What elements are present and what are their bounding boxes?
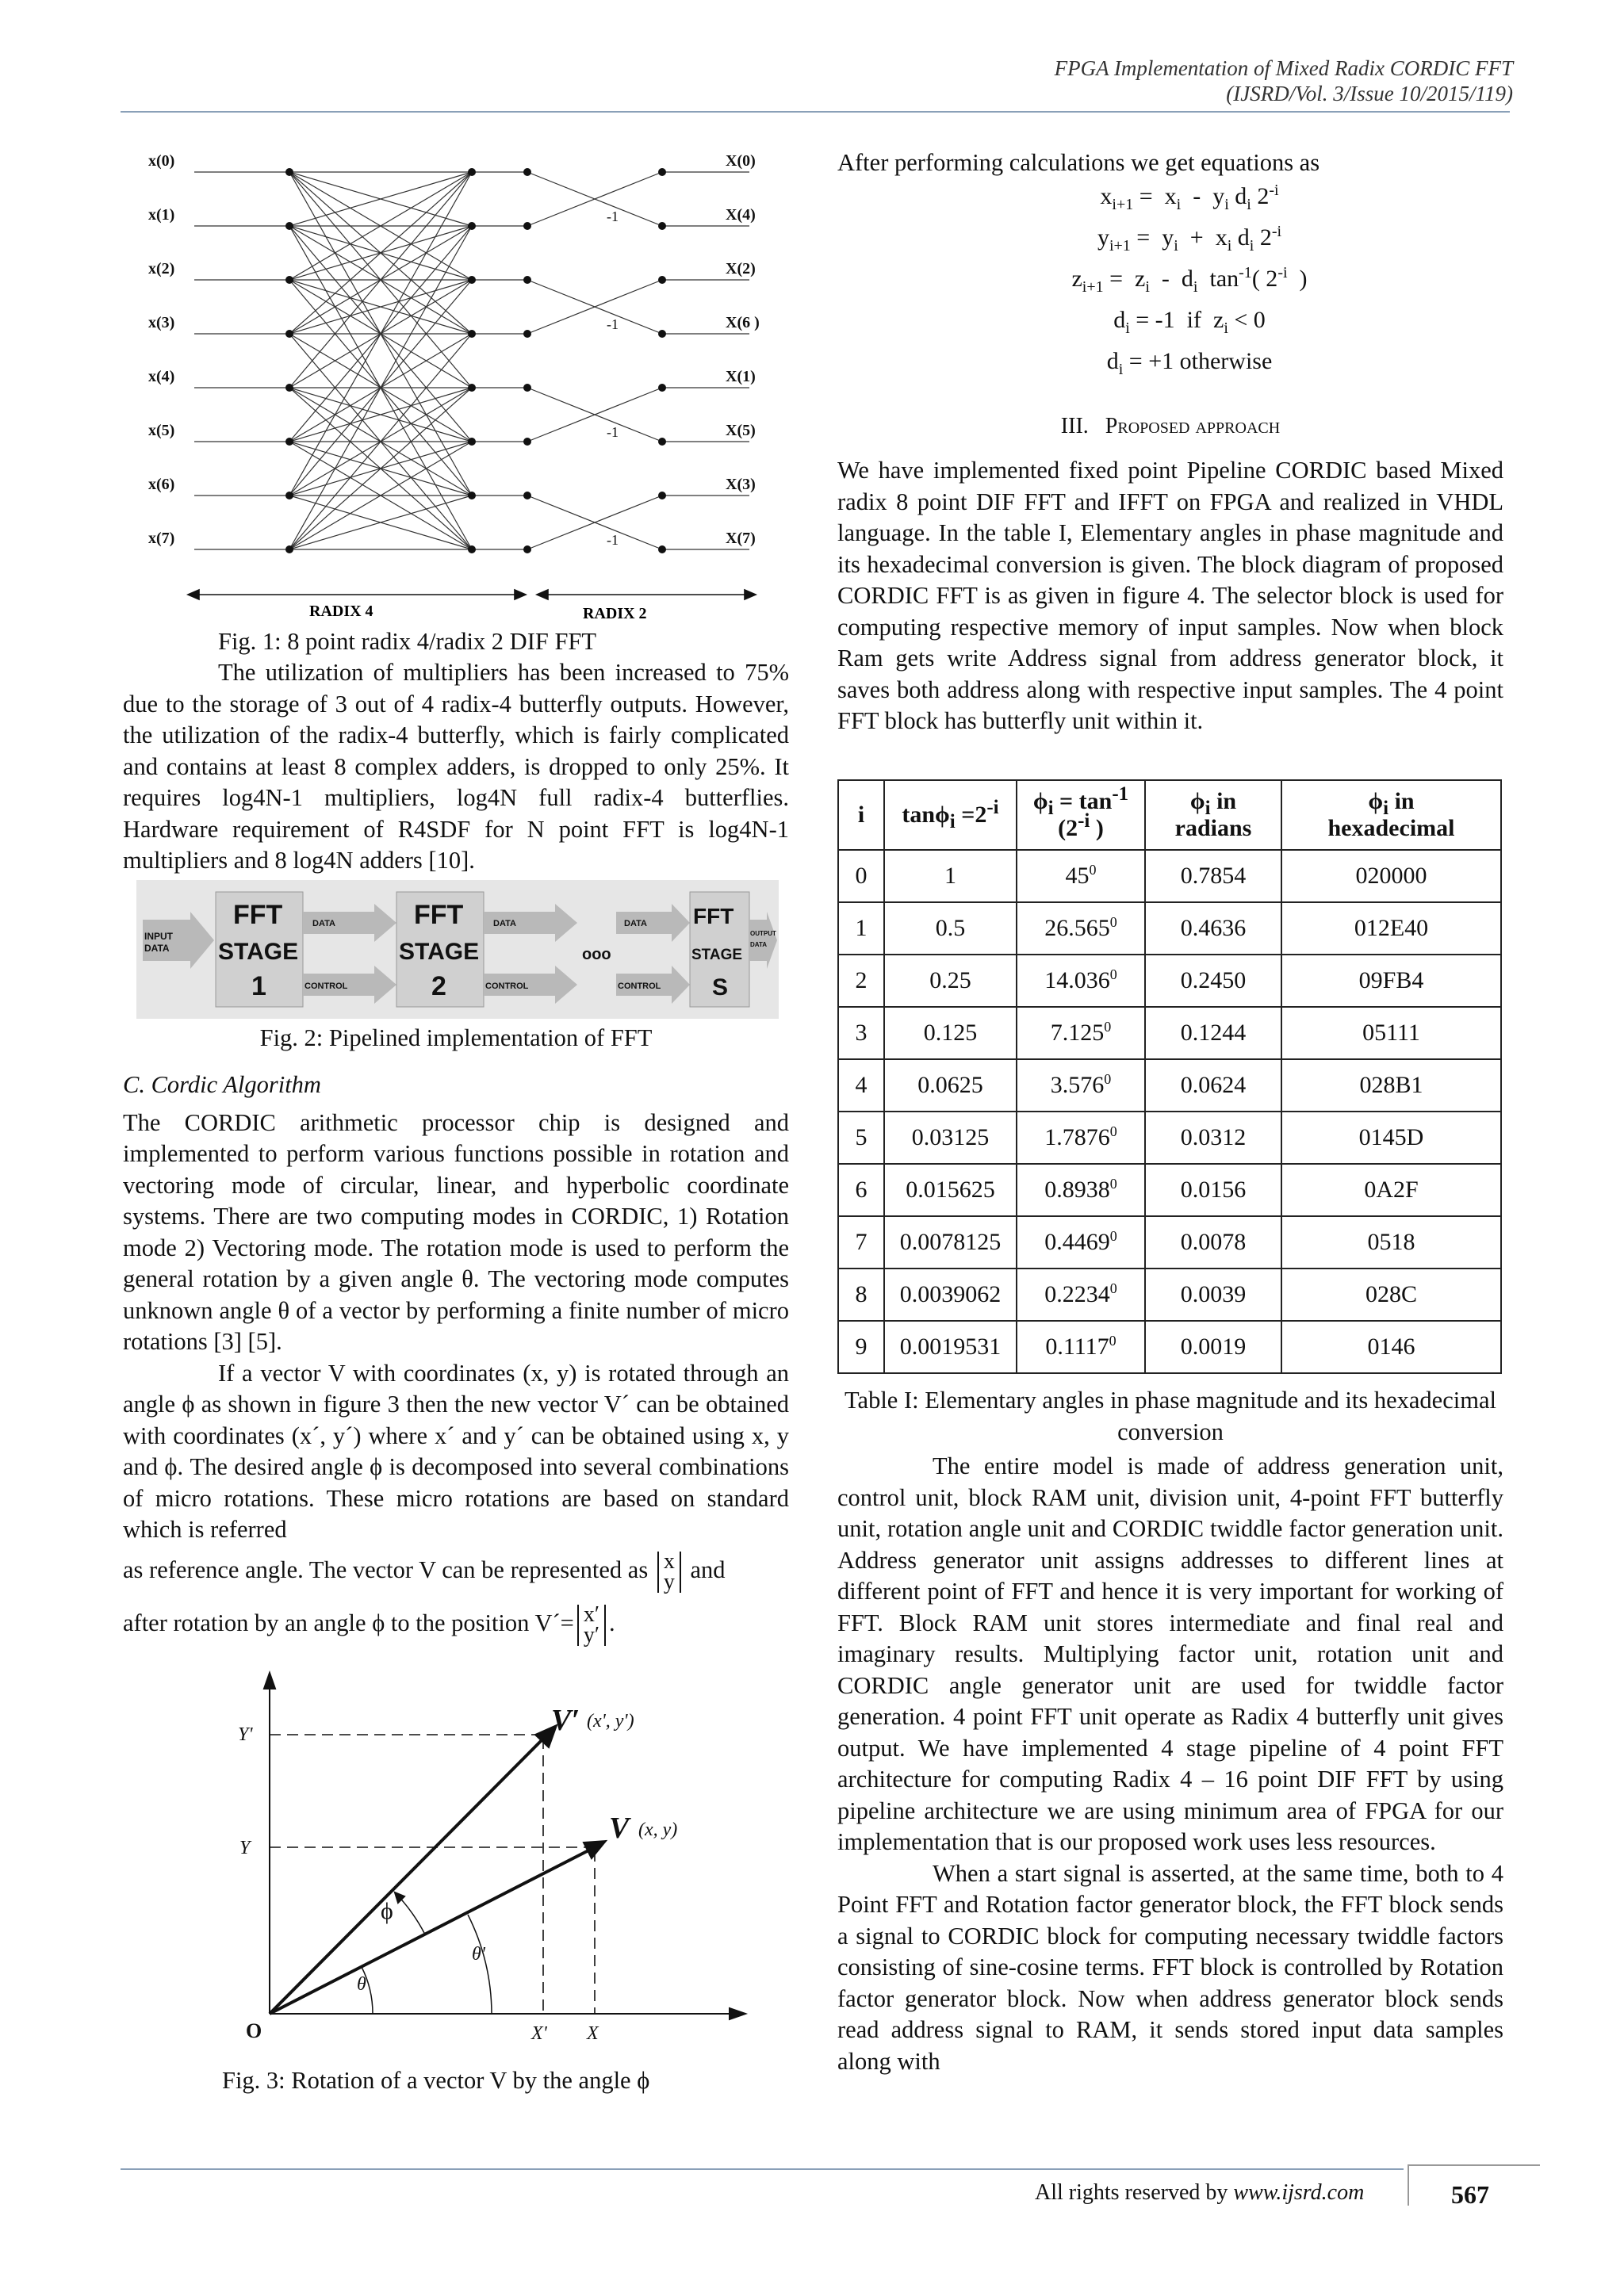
table-cell: 0.0156 [1145,1164,1281,1216]
equation-x: $x_{i+1} = x_i - y_i$ $d_i$ $2^{-i}$ [1100,182,1279,213]
header-journal: (IJSRD/Vol. 3/Issue 10/2015/119) [1226,82,1513,105]
input-label: x(6) [148,476,175,493]
table-cell: $45^0$ [1017,850,1145,902]
butterfly-node [658,276,666,284]
header-title: FPGA Implementation of Mixed Radix CORDIC FFT [1054,56,1513,80]
table-cell: 0.4636 [1145,902,1281,955]
butterfly-node [468,222,476,230]
table-row [838,1216,1501,1269]
butterfly-node [658,492,666,499]
table-cell: 26.565$^0$ [1017,902,1145,955]
theta-prime-label: θ' [472,1944,485,1965]
butterfly-node [658,438,666,446]
table-cell: 0 [838,850,884,902]
table-cell: 0146 [1281,1321,1501,1373]
svg-text:CONTROL: CONTROL [618,982,661,991]
table-cell: 0.2234$^0$ [1017,1269,1145,1321]
butterfly-node [285,168,293,176]
table-cell: 1 [884,850,1017,902]
butterfly-node [285,492,293,499]
svg-text:DATA: DATA [312,919,335,928]
butterfly-node [468,492,476,499]
vector-paragraph: If a vector V with coordinates (x, y) is rotated through an angle ϕ as shown in figure 3 then the new vector V´ can be obtained with coordinates (x´, y´) where x´ and y´ can be obtained using x, y and ϕ. The desired angle ϕ is decomposed into several combinations of micro rotations. These micro rotations are based on standard which is referred [123,1359,789,1543]
table-row [838,1059,1501,1112]
header-hex: $\phi_i$ in hexadecimal [1281,780,1501,850]
svg-text:1: 1 [251,971,266,1001]
equations-intro: After performing calculations we get equations as [837,149,1320,176]
svg-text:DATA: DATA [144,943,170,954]
table-cell: 0.0624 [1145,1059,1281,1112]
input-label: x(7) [148,530,175,547]
input-label: x(1) [148,206,175,224]
table-row [838,902,1501,955]
table-cell: 0.2450 [1145,955,1281,1007]
model-paragraph: The entire model is made of address generation unit, control unit, block RAM unit, division unit, 4-point FFT butterfly unit, rotation angle unit and CORDIC twiddle factor generation unit. Address generator unit assigns addresses to different lines at different point of FFT and hence it is very important for working of FFT. Block RAM unit stores intermediate and final real and imaginary results. Multiplying factor unit, rotation unit and CORDIC angle generator unit are used for twiddle factor generation. 4 point FFT unit operate as Radix 4 butterfly unit gives output. We have implemented 4 stage pipeline of 4 point FFT architecture for computing Radix 4 – 16 point DIF FFT by using pipeline architecture we are using minimum area of FPGA for our implementation that is our proposed work uses less resources. [837,1452,1503,1855]
butterfly-node [523,276,531,284]
table-row [838,1007,1501,1059]
butterfly-node [523,222,531,230]
section-iii-heading: III. Proposed approach [1060,414,1281,438]
butterfly-node [285,384,293,392]
butterfly-node [285,545,293,553]
header-tan: $\tan\phi_i =2^{-i}$ [884,780,1017,850]
svg-text:S: S [712,974,729,1001]
output-data-label: OUTPUT [750,930,776,937]
minus-one-label: -1 [607,209,619,224]
svg-text:2: 2 [431,971,446,1001]
vprime-coords: (x', y') [587,1711,634,1732]
butterfly-node [523,438,531,446]
output-label: X(7) [726,530,756,547]
butterfly-node [658,168,666,176]
radix4-label: RADIX 4 [309,603,373,620]
table-cell: 0.8938$^0$ [1017,1164,1145,1216]
xprime-axis-label: X' [531,2023,547,2044]
input-label: x(3) [148,314,175,331]
output-label: X(2) [726,260,756,277]
equation-z: $z_{i+1} = z_i - d_i$ $\tan^{-1}$( $2^{-i}$ ) [1071,264,1308,296]
fig2-caption: Fig. 2: Pipelined implementation of FFT [259,1024,653,1051]
butterfly-node [468,330,476,338]
svg-text:DATA: DATA [624,919,647,928]
table-cell: 0.5 [884,902,1017,955]
table-cell: 0.0039 [1145,1269,1281,1321]
cordic-paragraph: The CORDIC arithmetic processor chip is designed and implemented to perform various functions possible in rotation and vectoring mode of circular, linear, and hyperbolic coordinate systems. There are two computing modes in CORDIC, 1) Rotation mode 2) Vectoring mode. The rotation mode is used to perform the general rotation by a given angle θ. The vectoring mode computes unknown angle θ of a vector by performing a finite number of micro rotations [3] [5]. [123,1108,789,1355]
table-cell: 0.7854 [1145,850,1281,902]
v-label: V [609,1812,630,1845]
table-cell: 0.1117$^0$ [1017,1321,1145,1373]
output-label: X(4) [726,206,756,224]
table-cell: 012E40 [1281,902,1501,955]
yprime-axis-label: Y' [238,1724,253,1745]
stageS-fft: FFT [693,904,734,928]
table-cell: 3.576$^0$ [1017,1059,1145,1112]
table-cell: 0.0039062 [884,1269,1017,1321]
table-cell: 14.036$^0$ [1017,955,1145,1007]
x-axis-label: X [587,2023,599,2044]
table-cell: 0.0078125 [884,1216,1017,1269]
multiplier-paragraph: The utilization of multipliers has been increased to 75% due to the storage of 3 out of 4 radix-4 butterfly outputs. However, the utilization of the radix-4 butterfly, which is fairly complicated and contains at least 8 complex adders, is dropped to only 25%. It requires log4N-1 multipliers, log4N full radix-4 butterflies. Hardware requirement of R4SDF for N point FFT is log4N-1 multipliers and 8 log4N adders [10]. [123,659,789,874]
table-cell: 0.0019531 [884,1321,1017,1373]
butterfly-node [658,330,666,338]
butterfly-node [523,168,531,176]
butterfly-node [285,438,293,446]
input-data-label: INPUT [144,931,173,942]
table-row [838,1269,1501,1321]
table-cell: 4 [838,1059,884,1112]
butterfly-node [658,222,666,230]
table-cell: 7 [838,1216,884,1269]
fig2-pipeline-diagram [136,880,779,1019]
table-cell: 0.4469$^0$ [1017,1216,1145,1269]
svg-text:CONTROL: CONTROL [304,982,348,991]
right-intro [837,147,1503,179]
vprime-label: V′ [551,1704,580,1737]
table-cell: 8 [838,1269,884,1321]
left-para-1 [123,657,789,877]
reference-angle-line: as reference angle. The vector V can be represented as x y and [123,1548,726,1594]
table-cell: 9 [838,1321,884,1373]
fig3-vector-rotation [230,1665,769,2045]
header-radians: $\phi_i$ in radians [1145,780,1281,850]
right-para-1 [837,455,1503,737]
butterfly-node [285,330,293,338]
table-cell: 09FB4 [1281,955,1501,1007]
output-label: X(1) [726,368,756,385]
butterfly-node [658,545,666,553]
butterfly-node [285,276,293,284]
table-cell: 0.0625 [884,1059,1017,1112]
output-label: X(0) [726,155,756,170]
table-cell: 028C [1281,1269,1501,1321]
minus-one-label: -1 [607,316,619,332]
header-rule [121,111,1510,113]
footer-rule [121,2168,1404,2170]
svg-text:CONTROL: CONTROL [485,982,529,991]
table-cell: 0.25 [884,955,1017,1007]
output-label: X(3) [726,476,756,493]
svg-text:DATA: DATA [750,941,768,948]
phi-label: ϕ [381,1898,393,1924]
table-cell: 0145D [1281,1112,1501,1164]
butterfly-node [285,222,293,230]
minus-one-label: -1 [607,532,619,548]
table-row [838,955,1501,1007]
butterfly-node [468,384,476,392]
table-cell: 0518 [1281,1216,1501,1269]
butterfly-node [523,545,531,553]
proposed-paragraph: We have implemented fixed point Pipeline CORDIC based Mixed radix 8 point DIF FFT and IFFT on FPGA and realized in VHDL language. In the table I, Elementary angles in phase magnitude and its hexadecimal conversion is given. The block diagram of proposed CORDIC FFT is as given in figure 4. The selector block is used for computing respective memory of input samples. Now when block Ram gets write Address signal from address generator block, it saves both address along with respective input samples. The 4 point FFT block has butterfly unit within it. [837,457,1503,734]
input-label: x(2) [148,260,175,277]
butterfly-node [468,545,476,553]
table-cell: 5 [838,1112,884,1164]
output-label: X(5) [726,422,756,439]
butterfly-node [523,492,531,499]
table-cell: 0.1244 [1145,1007,1281,1059]
left-column-cordic [123,1070,789,1646]
butterfly-node [658,384,666,392]
svg-text:STAGE: STAGE [691,947,743,963]
fig1-butterfly-diagram [147,155,797,630]
start-signal-paragraph: When a start signal is asserted, at the same time, both to 4 Point FFT and Rotation factor generator block, the FFT block sends a signal to CORDIC block for computing necessary twiddle factors consisting of sine-cosine terms. FFT block is controlled by Rotation factor generator block. Now when address generator block sends read address signal to RAM, it sends stored input data samples along with [837,1859,1503,2075]
table-cell: 0.0019 [1145,1321,1281,1373]
butterfly-node [468,276,476,284]
header-i: i [838,780,884,850]
section-c-heading: C. Cordic Algorithm [123,1071,321,1098]
table-cell: 3 [838,1007,884,1059]
butterfly-node [468,438,476,446]
stage2-fft: FFT [414,900,464,930]
header-phi: $\phi_i = \tan^{-1}$ ($2^{-i}$ ) [1017,780,1145,850]
table-cell: 6 [838,1164,884,1216]
table-cell: 0.125 [884,1007,1017,1059]
page-number: 567 [1451,2180,1489,2209]
rotated-vector-matrix: x′ y′ [577,1605,606,1646]
theta-label: θ [357,1974,366,1995]
butterfly-node [523,384,531,392]
minus-one-label: -1 [607,424,619,440]
fig1-caption: Fig. 1: 8 point radix 4/radix 2 DIF FFT [218,628,596,655]
table-row [838,850,1501,902]
equation-y: $y_{i+1} = y_i + x_i$ $d_i$ $2^{-i}$ [1097,223,1282,254]
vector-matrix: x y [657,1552,681,1593]
svg-text:STAGE: STAGE [399,939,480,965]
table-cell: 028B1 [1281,1059,1501,1112]
input-label: x(0) [148,155,175,170]
table-cell: 0.03125 [884,1112,1017,1164]
v-coords: (x, y) [638,1820,678,1840]
butterfly-node [468,168,476,176]
svg-text:DATA: DATA [493,919,516,928]
table-row [838,1112,1501,1164]
table-cell: 0.0312 [1145,1112,1281,1164]
ellipsis-dots: ooo [582,946,611,963]
table-header-row [838,780,1501,850]
input-label: x(5) [148,422,175,439]
y-axis-label: Y [239,1838,251,1858]
table-cell: 2 [838,955,884,1007]
table-cell: 05111 [1281,1007,1501,1059]
table-cell: 1.7876$^0$ [1017,1112,1145,1164]
footer-rights: All rights reserved by www.ijsrd.com [1035,2180,1365,2205]
running-header [1055,55,1513,106]
output-label: X(6 ) [726,314,760,331]
right-para-2 [837,1451,1503,2077]
stage1-fft: FFT [233,900,283,930]
table-row [838,1164,1501,1216]
svg-text:STAGE: STAGE [218,939,299,965]
input-label: x(4) [148,368,175,385]
table-cell: 7.125$^0$ [1017,1007,1145,1059]
rotation-line: after rotation by an angle ϕ to the position V´= x′ y′ . [123,1601,615,1647]
table-cell: 1 [838,902,884,955]
table-cell: 0A2F [1281,1164,1501,1216]
fig3-caption: Fig. 3: Rotation of a vector V by the angle ϕ [222,2067,650,2094]
footer-site-link[interactable]: www.ijsrd.com [1233,2180,1365,2205]
table-caption: Table I: Elementary angles in phase magnitude and its hexadecimal conversion [845,1387,1496,1445]
butterfly-node [523,330,531,338]
elementary-angles-table [837,779,1502,1374]
radix2-label: RADIX 2 [583,605,647,622]
equation-d-pos: $d_i = +1$ otherwise [1106,348,1273,378]
table-cell: 020000 [1281,850,1501,902]
cordic-equations [837,176,1542,382]
table-cell: 0.0078 [1145,1216,1281,1269]
equation-d-neg: $d_i = -1$ if $z_i < 0$ [1113,307,1266,337]
origin-label: O [246,2019,262,2042]
table-row [838,1321,1501,1373]
table-cell: 0.015625 [884,1164,1017,1216]
